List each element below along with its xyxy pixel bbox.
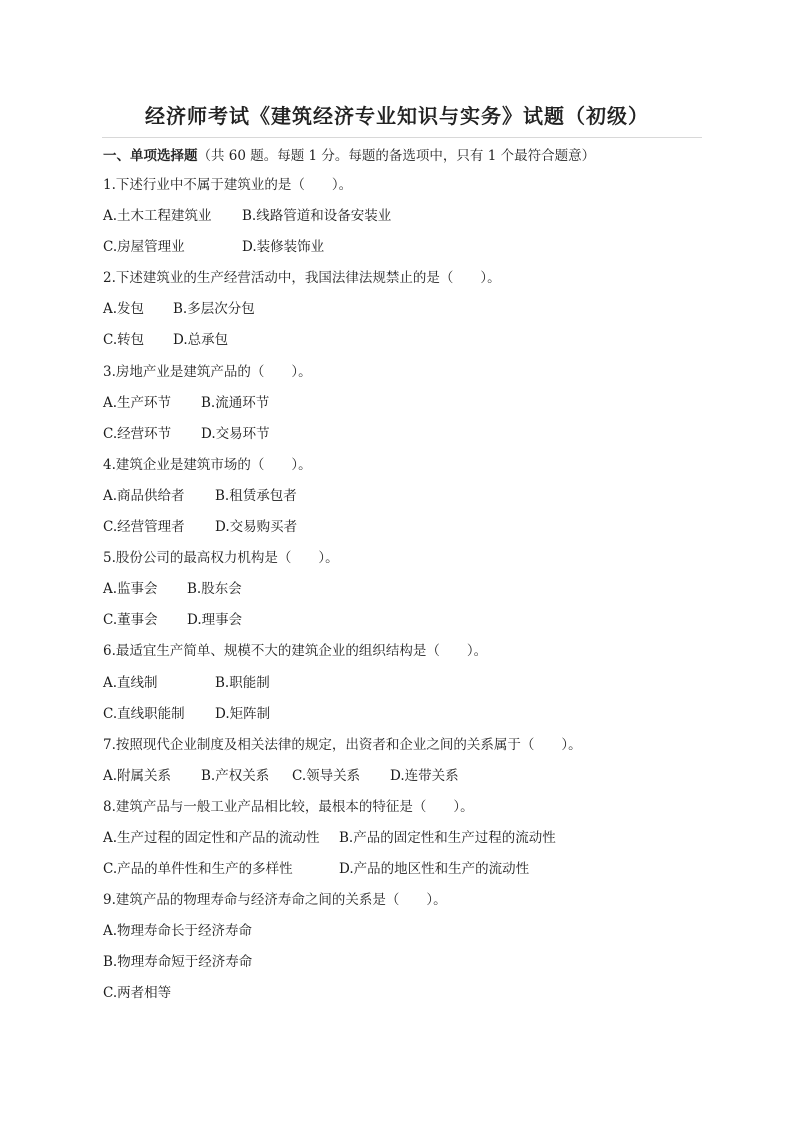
answer-option: C.房屋管理业: [103, 239, 185, 256]
answer-option: D.连带关系: [390, 767, 459, 784]
title-divider: [102, 137, 702, 138]
question-stem: 7.按照现代企业制度及相关法律的规定，出资者和企业之间的关系属于（ ）。: [103, 736, 582, 753]
option-row: [103, 206, 743, 237]
option-row: [103, 486, 743, 517]
answer-option: D.交易购买者: [215, 519, 298, 536]
answer-option: A.生产过程的固定性和产品的流动性: [103, 829, 320, 846]
option-row: [103, 610, 743, 641]
option-row: [103, 517, 743, 548]
section-note: （共 60 题。每题 1 分。每题的备选项中，只有 1 个最符合题意）: [197, 148, 596, 164]
option-row: [103, 330, 743, 361]
option-row: [103, 299, 743, 330]
answer-option: B.产权关系: [201, 767, 270, 784]
question-stem: 1.下述行业中不属于建筑业的是（ ）。: [103, 177, 353, 193]
answer-option: A.发包: [103, 301, 145, 318]
option-row: [103, 579, 743, 610]
option-row: [103, 983, 743, 1014]
section-heading: 一、单项选择题: [103, 148, 198, 164]
answer-option: B.物理寿命短于经济寿命: [103, 954, 253, 971]
option-row: [103, 828, 743, 859]
answer-option: D.交易环节: [201, 425, 270, 442]
answer-option: B.股东会: [187, 581, 242, 598]
option-row: [103, 673, 743, 704]
option-row: [103, 921, 743, 952]
answer-option: C.两者相等: [103, 985, 172, 1002]
answer-option: C.董事会: [103, 612, 158, 629]
question-stem: 5.股份公司的最高权力机构是（ ）。: [103, 550, 339, 567]
question-list: [103, 175, 743, 1015]
answer-option: C.经营环节: [103, 425, 172, 442]
answer-option: C.直线职能制: [103, 705, 185, 722]
option-row: [103, 393, 743, 424]
answer-option: D.矩阵制: [215, 705, 271, 722]
answer-option: A.物理寿命长于经济寿命: [103, 923, 253, 940]
answer-option: B.线路管道和设备安装业: [242, 208, 392, 225]
section-header: [103, 144, 595, 164]
option-row: [103, 704, 743, 735]
answer-option: B.租赁承包者: [215, 487, 297, 504]
option-row: [103, 766, 743, 797]
question-stem: 9.建筑产品的物理寿命与经济寿命之间的关系是（ ）。: [103, 892, 447, 909]
answer-option: A.生产环节: [103, 394, 172, 411]
question-stem: 6.最适宜生产简单、规模不大的建筑企业的组织结构是（ ）。: [103, 643, 488, 660]
question-stem: 8.建筑产品与一般工业产品相比较，最根本的特征是（ ）。: [103, 798, 474, 815]
question-stem: 4.建筑企业是建筑市场的（ ）。: [103, 456, 312, 473]
answer-option: A.土木工程建筑业: [103, 208, 212, 225]
answer-option: B.多层次分包: [173, 301, 255, 318]
answer-option: D.产品的地区性和生产的流动性: [339, 861, 530, 878]
answer-option: D.装修装饰业: [242, 239, 325, 256]
question-stem: 2.下述建筑业的生产经营活动中，我国法律法规禁止的是（ ）。: [103, 270, 501, 287]
answer-option: A.直线制: [103, 674, 158, 691]
option-row: [103, 952, 743, 983]
answer-option: C.领导关系: [292, 767, 361, 784]
answer-option: B.产品的固定性和生产过程的流动性: [339, 829, 556, 846]
answer-option: C.转包: [103, 332, 145, 349]
answer-option: A.监事会: [103, 581, 158, 598]
answer-option: C.经营管理者: [103, 519, 185, 536]
option-row: [103, 237, 743, 268]
answer-option: B.职能制: [215, 674, 270, 691]
answer-option: B.流通环节: [201, 394, 270, 411]
question-stem: 3.房地产业是建筑产品的（ ）。: [103, 363, 312, 380]
document-title: 经济师考试《建筑经济专业知识与实务》试题（初级）: [145, 104, 649, 128]
answer-option: D.总承包: [173, 332, 229, 349]
answer-option: A.附属关系: [103, 767, 172, 784]
answer-option: D.理事会: [187, 612, 243, 629]
option-row: [103, 859, 743, 890]
answer-option: C.产品的单件性和生产的多样性: [103, 861, 293, 878]
option-row: [103, 424, 743, 455]
answer-option: A.商品供给者: [103, 487, 185, 504]
